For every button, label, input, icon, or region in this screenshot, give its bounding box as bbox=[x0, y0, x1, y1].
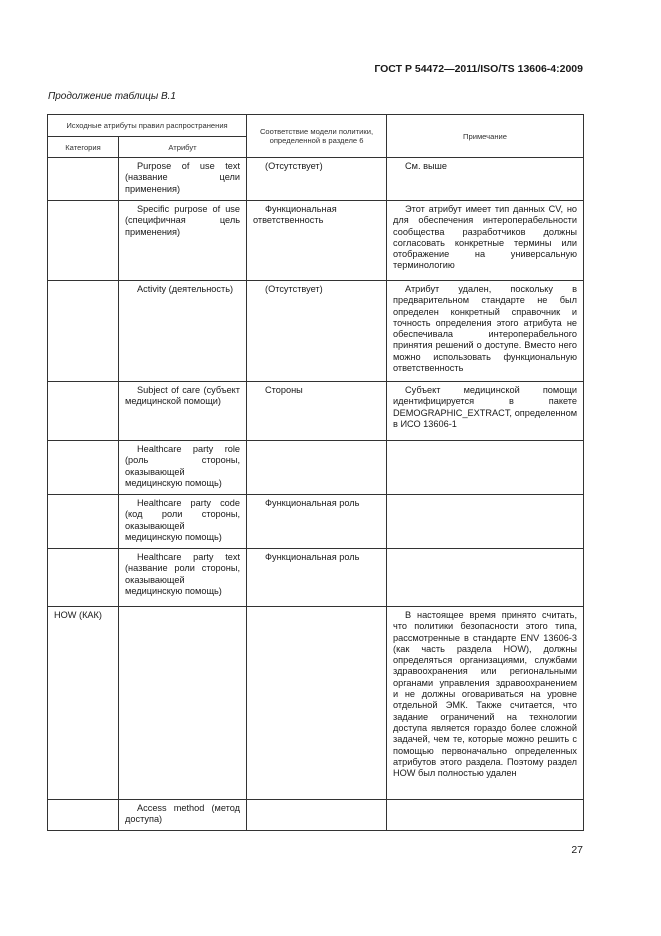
policy-cell: Функциональная роль bbox=[247, 549, 387, 607]
attribute-cell: Healthcare party role (роль стороны, оказывающей медицинскую помощь) bbox=[119, 441, 247, 495]
attribute-cell: Purpose of use text (название цели применения) bbox=[119, 158, 247, 201]
note-cell: См. выше bbox=[387, 158, 584, 201]
table-row bbox=[48, 201, 584, 281]
policy-cell: Функциональная ответственность bbox=[247, 201, 387, 281]
attribute-cell: Activity (деятельность) bbox=[119, 281, 247, 382]
header-category: Категория bbox=[48, 137, 119, 158]
policy-cell: Функциональная роль bbox=[247, 495, 387, 549]
note-cell: В настоящее время принято считать, что политики безопасности этого типа, рассмотренные в стандарте ENV 13606-3 (как часть раздела HOW), должны определяться организациями, службами здравоохранения или региональными органами управления здравоохранением и не должны оговариваться на уровне отдельной ЭМК. Также считается, что задание ограничений на технологии доступа является гораздо более сложной задачей, чем те, которые можно решить с помощью первоначально определенных атрибутов этого раздела. Поэтому раздел HOW был полностью удален bbox=[387, 607, 584, 800]
header-note: Примечание bbox=[387, 115, 584, 158]
table-row bbox=[48, 281, 584, 382]
note-cell: Этот атрибут имеет тип данных CV, но для обеспечения интероперабельности сообщества разработчиков должны согласовать конкретные термины или отображение на универсальную терминологию bbox=[387, 201, 584, 281]
table-row bbox=[48, 549, 584, 607]
attribute-cell: Healthcare party text (название роли стороны, оказывающей медицинскую помощь) bbox=[119, 549, 247, 607]
table-row bbox=[48, 158, 584, 201]
attribute-cell: Subject of care (субъект медицинской помощи) bbox=[119, 382, 247, 441]
note-cell: Субъект медицинской помощи идентифицируется в пакете DEMOGRAPHIC_EXTRACT, определенном в ИСО 13606-1 bbox=[387, 382, 584, 441]
document-standard-number: ГОСТ Р 54472—2011/ISO/TS 13606-4:2009 bbox=[374, 63, 583, 75]
table-row bbox=[48, 607, 584, 800]
attribute-cell: Healthcare party code (код роли стороны, оказывающей медицинскую помощь) bbox=[119, 495, 247, 549]
table-row bbox=[48, 441, 584, 495]
table-continuation-caption: Продолжение таблицы В.1 bbox=[48, 91, 176, 102]
policy-cell: (Отсутствует) bbox=[247, 281, 387, 382]
table-row bbox=[48, 800, 584, 831]
policy-cell: Стороны bbox=[247, 382, 387, 441]
attributes-table bbox=[47, 114, 584, 831]
attribute-cell: Specific purpose of use (специфичная цель применения) bbox=[119, 201, 247, 281]
category-cell: HOW (КАК) bbox=[48, 607, 119, 800]
header-policy-model: Соответствие модели политики, определенной в разделе 6 bbox=[247, 115, 387, 158]
header-source-attributes: Исходные атрибуты правил распространения bbox=[48, 115, 247, 137]
table-row bbox=[48, 382, 584, 441]
header-attribute: Атрибут bbox=[119, 137, 247, 158]
policy-cell: (Отсутствует) bbox=[247, 158, 387, 201]
note-cell: Атрибут удален, поскольку в предварительном стандарте не был определен конкретный справочник и точность определения этого атрибута не обеспечивала интероперабельного принятия решений о доступе. Вместо него можно использовать функциональную ответственность bbox=[387, 281, 584, 382]
page-number: 27 bbox=[571, 844, 583, 856]
attribute-cell: Access method (метод доступа) bbox=[119, 800, 247, 831]
table-row bbox=[48, 495, 584, 549]
